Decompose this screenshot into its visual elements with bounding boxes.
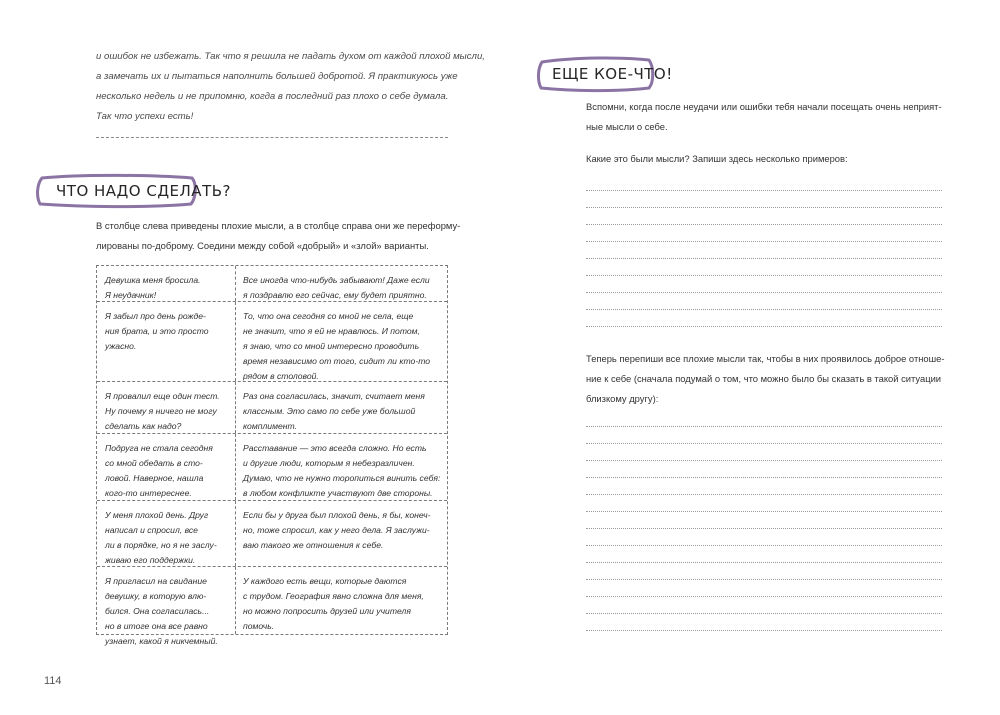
prompt-line: Теперь перепиши все плохие мысли так, чтобы в них проявилось доброе отноше- <box>586 353 945 364</box>
cell-line: с трудом. География явно сложна для меня, <box>243 591 424 601</box>
cell-line: комплимент. <box>243 421 297 431</box>
table-row <box>97 566 447 646</box>
cell-line: но, тоже спросил, как у него дела. Я заслужи- <box>243 525 430 535</box>
table-row <box>97 381 447 433</box>
kind-thought-cell[interactable] <box>243 441 443 501</box>
prompt-line: Какие это были мысли? Запиши здесь несколько примеров: <box>586 153 848 164</box>
prompt-rewrite <box>586 349 945 409</box>
answer-line[interactable] <box>586 224 942 225</box>
answer-line[interactable] <box>586 460 942 461</box>
page-number: 114 <box>44 675 62 687</box>
bad-thought-cell[interactable] <box>105 273 229 303</box>
thoughts-table <box>96 265 448 646</box>
answer-lines-thoughts[interactable] <box>586 190 942 330</box>
cell-line: помочь. <box>243 621 275 631</box>
cell-line: рядом в столовой. <box>243 371 319 381</box>
bad-thought-cell[interactable] <box>105 309 229 354</box>
answer-line[interactable] <box>586 596 942 597</box>
answer-line[interactable] <box>586 477 942 478</box>
cell-line: время независимо от того, сидит ли кто-то <box>243 356 431 366</box>
cell-line: Подруга не стала сегодня <box>105 443 213 453</box>
cell-line: Все иногда что-нибудь забывают! Даже если <box>243 275 430 285</box>
answer-line[interactable] <box>586 309 942 310</box>
answer-line[interactable] <box>586 258 942 259</box>
intro-line: и ошибок не избежать. Так что я решила не падать духом от каждой плохой мысли, <box>96 51 485 62</box>
section-divider <box>96 137 448 138</box>
cell-line: Я пригласил на свидание <box>105 576 207 586</box>
prompt-line: ные мысли о себе. <box>586 121 668 132</box>
bad-thought-cell[interactable] <box>105 574 229 649</box>
cell-line: и другие люди, которым я небезразличен. <box>243 458 415 468</box>
answer-line[interactable] <box>586 326 942 327</box>
cell-line: ли в порядке, но я не заслу- <box>105 540 217 550</box>
table-row <box>97 301 447 381</box>
answer-line[interactable] <box>586 494 942 495</box>
cell-line: Расставание — это всегда сложно. Но есть <box>243 443 427 453</box>
table-row <box>97 500 447 566</box>
bad-thought-cell[interactable] <box>105 389 229 434</box>
cell-line: ловой. Наверное, нашла <box>105 473 204 483</box>
bad-thought-cell[interactable] <box>105 508 229 568</box>
instructions <box>96 216 461 256</box>
answer-line[interactable] <box>586 190 942 191</box>
answer-line[interactable] <box>586 426 942 427</box>
cell-line: Если бы у друга был плохой день, я бы, конеч- <box>243 510 431 520</box>
cell-line: сделать как надо? <box>105 421 182 431</box>
prompt-remember <box>586 97 942 137</box>
answer-line[interactable] <box>586 528 942 529</box>
intro-line: несколько недель и не припомню, когда в последний раз плохо о себе думала. <box>96 91 449 102</box>
answer-line[interactable] <box>586 511 942 512</box>
cell-line: Я забыл про день рожде- <box>105 311 206 321</box>
answer-line[interactable] <box>586 292 942 293</box>
cell-line: Девушка меня бросила. <box>105 275 201 285</box>
cell-line: но можно попросить друзей или учителя <box>243 606 411 616</box>
cell-line: У каждого есть вещи, которые даются <box>243 576 407 586</box>
cell-line: но в итоге она все равно <box>105 621 208 631</box>
answer-line[interactable] <box>586 562 942 563</box>
cell-line: ужасно. <box>105 341 137 351</box>
prompt-line: Вспомни, когда после неудачи или ошибки тебя начали посещать очень неприят- <box>586 101 942 112</box>
cell-line: Я провалил еще один тест. <box>105 391 220 401</box>
answer-lines-rewrite[interactable] <box>586 426 942 636</box>
answer-line[interactable] <box>586 545 942 546</box>
cell-line: У меня плохой день. Друг <box>105 510 209 520</box>
answer-line[interactable] <box>586 241 942 242</box>
cell-line: Ну почему я ничего не могу <box>105 406 217 416</box>
column-divider <box>235 382 236 433</box>
section-heading-one-more-thing <box>536 54 673 94</box>
intro-line: Так что успехи есть! <box>96 111 194 122</box>
section-heading-what-to-do <box>34 172 231 210</box>
intro-line: а замечать их и пытаться наполнить большей добротой. Я практикуюсь уже <box>96 71 458 82</box>
cell-line: Раз она согласилась, значит, считает меня <box>243 391 425 401</box>
instructions-line: В столбце слева приведены плохие мысли, а в столбце справа они же переформу- <box>96 220 461 231</box>
cell-line: ваю такого же отношения к себе. <box>243 540 384 550</box>
cell-line: живаю его поддержки. <box>105 555 196 565</box>
answer-line[interactable] <box>586 579 942 580</box>
kind-thought-cell[interactable] <box>243 273 443 303</box>
table-row <box>97 266 447 301</box>
table-row <box>97 433 447 500</box>
prompt-examples <box>586 149 942 169</box>
prompt-line: близкому другу): <box>586 393 659 404</box>
cell-line: классным. Это само по себе уже большой <box>243 406 416 416</box>
answer-line[interactable] <box>586 207 942 208</box>
cell-line: бился. Она согласилась... <box>105 606 210 616</box>
cell-line: узнает, какой я никчемный. <box>105 636 218 646</box>
kind-thought-cell[interactable] <box>243 309 443 384</box>
cell-line: в любом конфликте участвуют две стороны. <box>243 488 433 498</box>
column-divider <box>235 567 236 634</box>
intro-paragraph <box>96 47 485 127</box>
kind-thought-cell[interactable] <box>243 389 443 434</box>
section-heading-text: ЧТО НАДО СДЕЛАТЬ? <box>56 182 231 200</box>
kind-thought-cell[interactable] <box>243 508 443 553</box>
column-divider <box>235 434 236 500</box>
cell-line: я поздравлю его сейчас, ему будет приятно. <box>243 290 427 300</box>
cell-line: со мной обедать в сто- <box>105 458 203 468</box>
prompt-line: ние к себе (сначала подумай о том, что можно было бы сказать в такой ситуации <box>586 373 942 384</box>
cell-line: девушку, в которую влю- <box>105 591 207 601</box>
column-divider <box>235 266 236 301</box>
cell-line: ния брата, и это просто <box>105 326 209 336</box>
answer-line[interactable] <box>586 443 942 444</box>
instructions-line: лированы по-доброму. Соедини между собой «добрый» и «злой» варианты. <box>96 240 429 251</box>
answer-line[interactable] <box>586 630 942 631</box>
answer-line[interactable] <box>586 613 942 614</box>
cell-line: написал и спросил, все <box>105 525 198 535</box>
cell-line: Думаю, что не нужно торопиться винить себя: <box>243 473 441 483</box>
column-divider <box>235 501 236 566</box>
cell-line: Я неудачник! <box>105 290 157 300</box>
cell-line: не значит, что я ей не нравлюсь. И потом, <box>243 326 420 336</box>
cell-line: кого-то интереснее. <box>105 488 192 498</box>
section-heading-text: ЕЩЕ КОЕ-ЧТО! <box>552 65 673 83</box>
answer-line[interactable] <box>586 275 942 276</box>
cell-line: То, что она сегодня со мной не села, еще <box>243 311 414 321</box>
kind-thought-cell[interactable] <box>243 574 443 634</box>
cell-line: я знаю, что со мной интересно проводить <box>243 341 420 351</box>
column-divider <box>235 302 236 381</box>
bad-thought-cell[interactable] <box>105 441 229 501</box>
